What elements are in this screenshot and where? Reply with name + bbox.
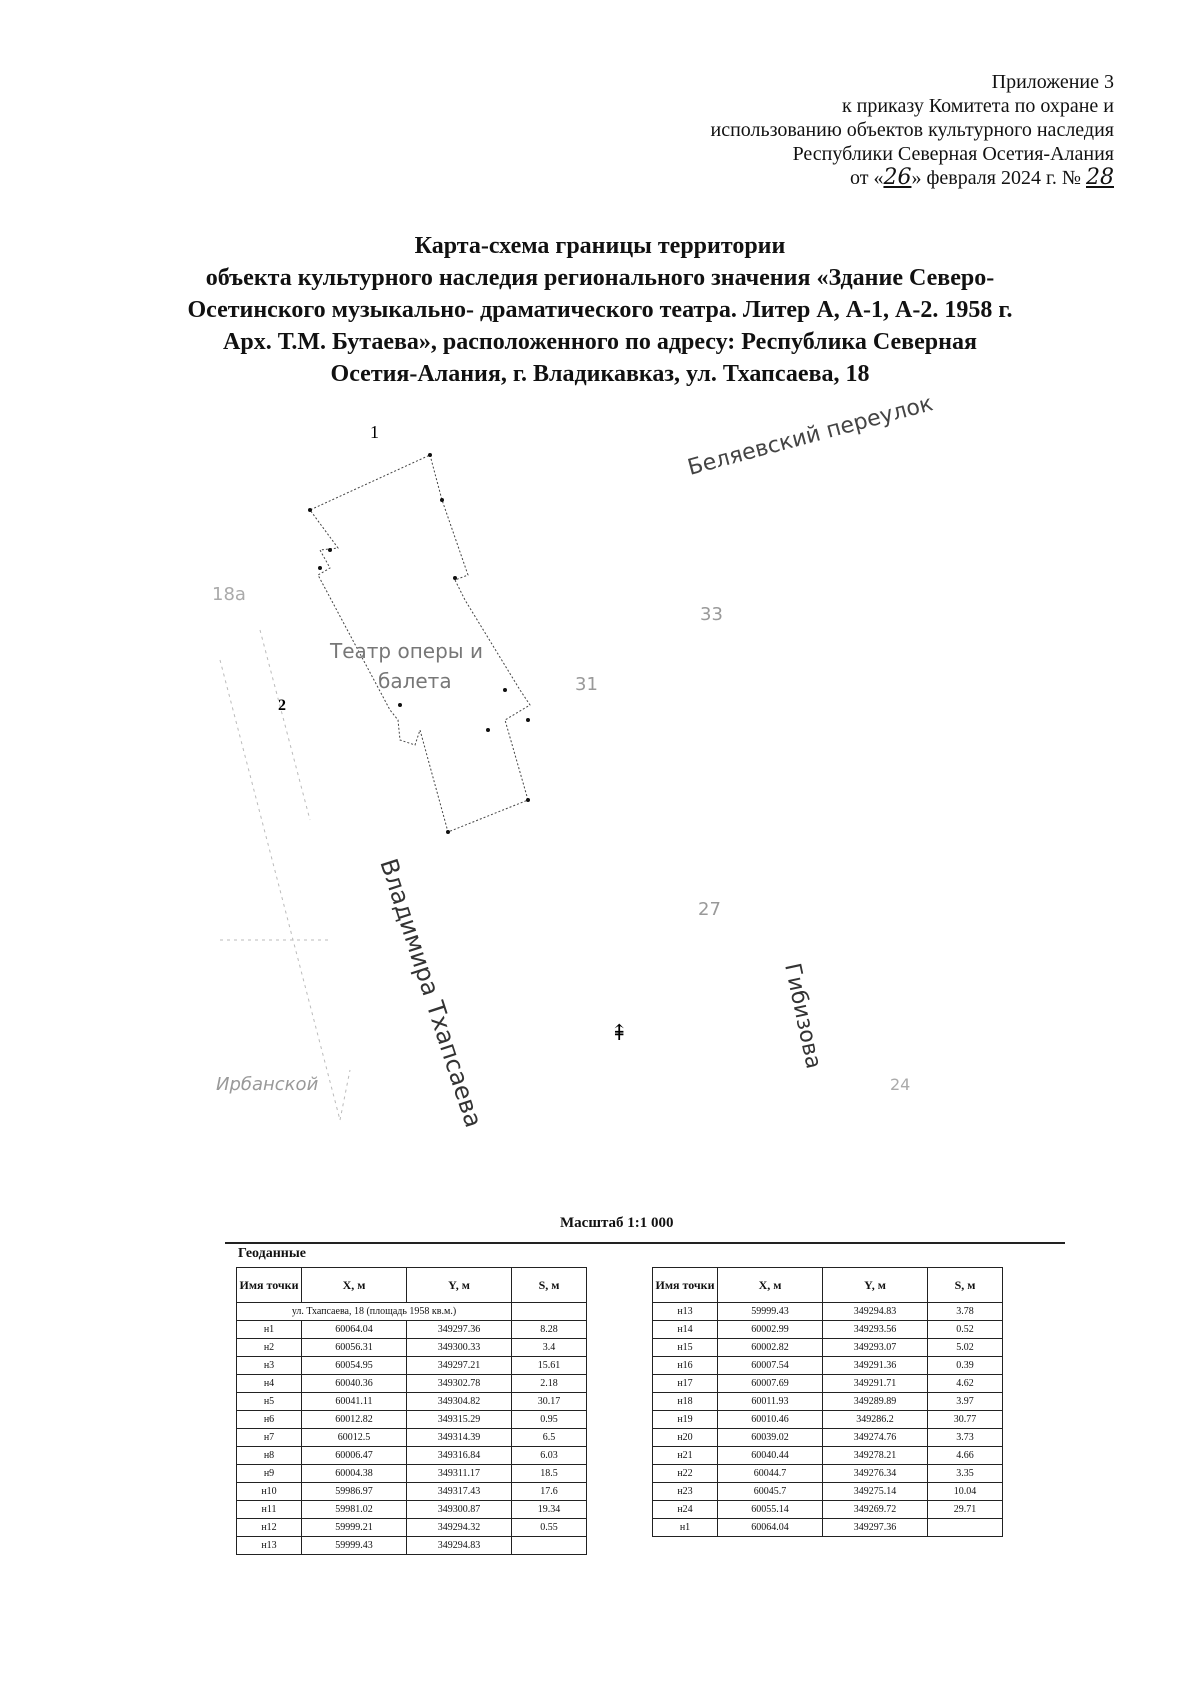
map-label-33: 33 <box>700 604 723 625</box>
cell-s: 3.78 <box>928 1303 1003 1321</box>
cell-y: 349315.29 <box>407 1411 512 1429</box>
building-label-1: Театр оперы и <box>330 639 483 663</box>
cell-x: 60064.04 <box>718 1519 823 1537</box>
cell-y: 349294.32 <box>407 1519 512 1537</box>
cell-n: н18 <box>653 1393 718 1411</box>
table-row <box>237 1465 587 1483</box>
cell-n: н9 <box>237 1465 302 1483</box>
cell-y: 349291.71 <box>823 1375 928 1393</box>
map-label-31: 31 <box>575 674 598 695</box>
cell-n: н14 <box>653 1321 718 1339</box>
cell-n: н21 <box>653 1447 718 1465</box>
cell-y: 349269.72 <box>823 1501 928 1519</box>
cell-y: 349297.21 <box>407 1357 512 1375</box>
cell-n: н1 <box>237 1321 302 1339</box>
table-row <box>653 1447 1003 1465</box>
date-mid: » февраля 2024 г. № <box>911 167 1081 189</box>
cell-y: 349317.43 <box>407 1483 512 1501</box>
table-row <box>653 1339 1003 1357</box>
cell-x: 59986.97 <box>302 1483 407 1501</box>
cell-x: 60040.44 <box>718 1447 823 1465</box>
cell-x: 60002.82 <box>718 1339 823 1357</box>
table-row <box>653 1321 1003 1339</box>
cell-s: 6.5 <box>512 1429 587 1447</box>
table-row <box>653 1357 1003 1375</box>
geodata-table-right <box>652 1267 1003 1537</box>
cell-y: 349297.36 <box>407 1321 512 1339</box>
cell-x: 60012.82 <box>302 1411 407 1429</box>
cell-n: н11 <box>237 1501 302 1519</box>
cell-y: 349297.36 <box>823 1519 928 1537</box>
table-row <box>653 1465 1003 1483</box>
header-x: X, м <box>718 1268 823 1303</box>
cell-x: 59999.21 <box>302 1519 407 1537</box>
left-table-body <box>237 1303 587 1555</box>
cell-s: 5.02 <box>928 1339 1003 1357</box>
cell-n: н23 <box>653 1483 718 1501</box>
title-line-4: Арх. Т.М. Бутаева», расположенного по адресу: Республика Северная <box>223 329 977 355</box>
header-s: S, м <box>928 1268 1003 1303</box>
cell-s <box>512 1537 587 1555</box>
cell-y: 349289.89 <box>823 1393 928 1411</box>
map-label-24: 24 <box>890 1075 911 1094</box>
date-prefix: от « <box>849 167 884 189</box>
street-gibizova: Гибизова <box>779 961 826 1072</box>
map-label-n2: 2 <box>278 697 286 714</box>
cell-s: 0.95 <box>512 1411 587 1429</box>
appendix-line-1: Приложение 3 <box>991 71 1114 93</box>
cell-y: 349276.34 <box>823 1465 928 1483</box>
cell-x: 60045.7 <box>718 1483 823 1501</box>
cell-n: н2 <box>237 1339 302 1357</box>
appendix-header <box>594 70 1114 190</box>
table-row <box>653 1375 1003 1393</box>
cell-n: н13 <box>653 1303 718 1321</box>
appendix-line-4: Республики Северная Осетия-Алания <box>792 143 1114 165</box>
building-label-2: балета <box>378 669 452 693</box>
cell-n: н13 <box>237 1537 302 1555</box>
cell-n: н16 <box>653 1357 718 1375</box>
appendix-line-3: использованию объектов культурного наследия <box>710 119 1114 141</box>
cell-y: 349286.2 <box>823 1411 928 1429</box>
cell-s: 4.66 <box>928 1447 1003 1465</box>
table-row <box>237 1357 587 1375</box>
cell-y: 349278.21 <box>823 1447 928 1465</box>
cell-x: 59999.43 <box>302 1537 407 1555</box>
cell-x: 60054.95 <box>302 1357 407 1375</box>
cell-x: 60004.38 <box>302 1465 407 1483</box>
appendix-date-line <box>594 166 1114 190</box>
cell-n: н19 <box>653 1411 718 1429</box>
header-y: Y, м <box>823 1268 928 1303</box>
table-row <box>237 1537 587 1555</box>
cell-s: 6.03 <box>512 1447 587 1465</box>
cell-s: 3.35 <box>928 1465 1003 1483</box>
table-row <box>237 1501 587 1519</box>
cell-y: 349274.76 <box>823 1429 928 1447</box>
header-point: Имя точки <box>237 1268 302 1303</box>
cell-y: 349314.39 <box>407 1429 512 1447</box>
handwritten-number: 28 <box>1086 165 1114 190</box>
header-point: Имя точки <box>653 1268 718 1303</box>
cell-s: 0.55 <box>512 1519 587 1537</box>
cell-x: 60002.99 <box>718 1321 823 1339</box>
header-y: Y, м <box>407 1268 512 1303</box>
cell-y: 349300.87 <box>407 1501 512 1519</box>
cell-s: 30.17 <box>512 1393 587 1411</box>
cell-s: 10.04 <box>928 1483 1003 1501</box>
north-arrow-icon: ⇞ <box>610 1020 629 1045</box>
cell-x: 60055.14 <box>718 1501 823 1519</box>
table-row <box>237 1483 587 1501</box>
cell-x: 60012.5 <box>302 1429 407 1447</box>
cell-n: н22 <box>653 1465 718 1483</box>
header-x: X, м <box>302 1268 407 1303</box>
cell-x: 59981.02 <box>302 1501 407 1519</box>
table-row <box>237 1393 587 1411</box>
map-label-18a: 18а <box>212 584 246 605</box>
cell-x: 60064.04 <box>302 1321 407 1339</box>
cell-n: н4 <box>237 1375 302 1393</box>
cell-n: н1 <box>653 1519 718 1537</box>
title-line-1: Карта-схема границы территории <box>414 233 786 259</box>
cell-s: 17.6 <box>512 1483 587 1501</box>
table-row <box>653 1411 1003 1429</box>
cell-s: 3.97 <box>928 1393 1003 1411</box>
cell-n: н5 <box>237 1393 302 1411</box>
cell-s: 2.18 <box>512 1375 587 1393</box>
map-scale: Масштаб 1:1 000 <box>560 1215 674 1231</box>
geodata-table-left <box>236 1267 587 1555</box>
cell-n: н15 <box>653 1339 718 1357</box>
cell-x: 60041.11 <box>302 1393 407 1411</box>
appendix-line-2: к приказу Комитета по охране и <box>841 95 1114 117</box>
cell-y: 349302.78 <box>407 1375 512 1393</box>
cell-y: 349293.56 <box>823 1321 928 1339</box>
cell-n: н12 <box>237 1519 302 1537</box>
cell-y: 349300.33 <box>407 1339 512 1357</box>
table-row <box>237 1375 587 1393</box>
cell-s: 15.61 <box>512 1357 587 1375</box>
table-row <box>653 1303 1003 1321</box>
table-row <box>653 1393 1003 1411</box>
cell-s <box>928 1519 1003 1537</box>
table-row <box>653 1501 1003 1519</box>
table-row <box>653 1429 1003 1447</box>
table-row <box>237 1411 587 1429</box>
divider <box>225 1242 1065 1244</box>
cell-n: н7 <box>237 1429 302 1447</box>
cell-x: 60039.02 <box>718 1429 823 1447</box>
street-beliaevsky: Беляевский переулок <box>685 391 936 481</box>
cell-s: 18.5 <box>512 1465 587 1483</box>
cell-s: 8.28 <box>512 1321 587 1339</box>
table-row <box>653 1483 1003 1501</box>
cell-y: 349311.17 <box>407 1465 512 1483</box>
street-tkhapsaeva: Владимира Тхапсаева <box>374 855 488 1131</box>
cell-y: 349304.82 <box>407 1393 512 1411</box>
street-irbanskaya: Ирбанской <box>216 1074 319 1095</box>
cell-s: 30.77 <box>928 1411 1003 1429</box>
document-title <box>120 230 1080 390</box>
boundary-map <box>212 391 1020 1200</box>
object-row: ул. Тхапсаева, 18 (площадь 1958 кв.м.) <box>237 1303 512 1321</box>
cell-n: н20 <box>653 1429 718 1447</box>
cell-y: 349294.83 <box>823 1303 928 1321</box>
cell-s: 4.62 <box>928 1375 1003 1393</box>
map-svg <box>212 391 1020 1200</box>
header-s: S, м <box>512 1268 587 1303</box>
map-label-n1: 1 <box>370 422 379 442</box>
table-row <box>237 1519 587 1537</box>
cell-n: н10 <box>237 1483 302 1501</box>
cell-y: 349316.84 <box>407 1447 512 1465</box>
cell-n: н24 <box>653 1501 718 1519</box>
cell-y: 349291.36 <box>823 1357 928 1375</box>
cell-s: 29.71 <box>928 1501 1003 1519</box>
cell-x: 60044.7 <box>718 1465 823 1483</box>
cell-y: 349275.14 <box>823 1483 928 1501</box>
cell-s: 3.73 <box>928 1429 1003 1447</box>
cell-s: 0.52 <box>928 1321 1003 1339</box>
cell-x: 60006.47 <box>302 1447 407 1465</box>
cell-x: 60056.31 <box>302 1339 407 1357</box>
table-row <box>237 1447 587 1465</box>
cell-x: 59999.43 <box>718 1303 823 1321</box>
title-line-5: Осетия-Алания, г. Владикавказ, ул. Тхапсаева, 18 <box>330 361 870 387</box>
handwritten-day: 26 <box>883 165 912 190</box>
cell-n: н6 <box>237 1411 302 1429</box>
title-line-3: Осетинского музыкально- драматического театра. Литер А, А-1, А-2. 1958 г. <box>187 297 1013 323</box>
right-table-body <box>653 1303 1003 1537</box>
cell-y: 349294.83 <box>407 1537 512 1555</box>
cell-s: 0.39 <box>928 1357 1003 1375</box>
cell-x: 60040.36 <box>302 1375 407 1393</box>
cell-s: 3.4 <box>512 1339 587 1357</box>
cell-x: 60010.46 <box>718 1411 823 1429</box>
cell-x: 60007.54 <box>718 1357 823 1375</box>
cell-s: 19.34 <box>512 1501 587 1519</box>
cell-n: н3 <box>237 1357 302 1375</box>
cell-y: 349293.07 <box>823 1339 928 1357</box>
cell-n: н17 <box>653 1375 718 1393</box>
cell-x: 60011.93 <box>718 1393 823 1411</box>
cell-x: 60007.69 <box>718 1375 823 1393</box>
table-row <box>237 1339 587 1357</box>
geodata-title: Геоданные <box>238 1246 307 1261</box>
cell-n: н8 <box>237 1447 302 1465</box>
map-label-27: 27 <box>698 899 721 920</box>
table-row <box>237 1321 587 1339</box>
table-row <box>653 1519 1003 1537</box>
table-row <box>237 1429 587 1447</box>
title-line-2: объекта культурного наследия регионального значения «Здание Северо- <box>205 265 995 291</box>
